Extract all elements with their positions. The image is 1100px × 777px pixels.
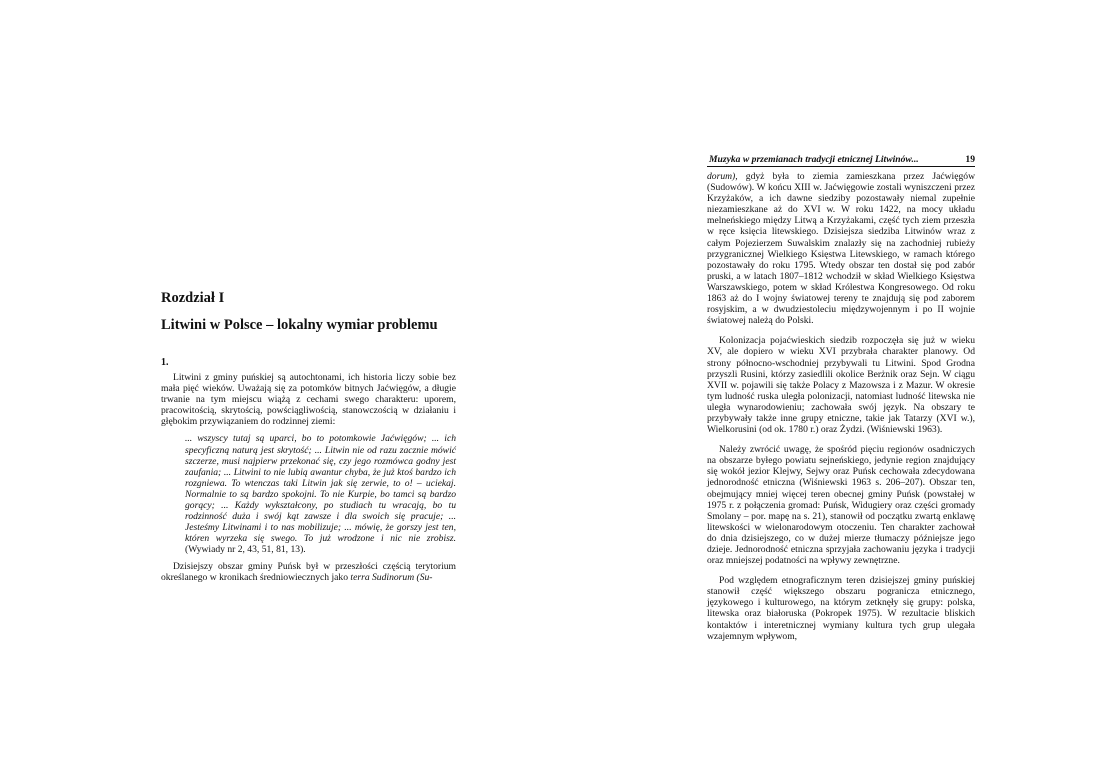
left-text-column <box>161 290 456 583</box>
paragraph: Należy zwrócić uwagę, że spośród pięciu regionów osadniczych na obszarze byłego powiatu sejneńskiego, jedynie region znajdujący się wokół jezior Klejwy, Sejwy oraz Puńsk cechowała zdecydowana jednorodność etniczna (Wiśniewski 1963 s. 206–207). Obszar ten, obejmujący mniej więcej teren obecnej gminy Puńsk (powstałej w 1975 r. z połączenia gromad: Puńsk, Widugiery oraz części gromady Smolany – por. mapę na s. 21), stanowił od początku zwartą enklawę litewskości w wielonarodowym otoczeniu. Ten charakter zachował do dnia dzisiejszego, co w dużej mierze tłumaczy późniejsze jego dzieje. Jednorodność etniczna sprzyjała zachowaniu języka i tradycji oraz mniejszej podatności na wpływy zewnętrzne. <box>707 444 975 567</box>
quote-body: ... wszyscy tutaj są uparci, bo to potomkowie Jaćwięgów; ... ich specyficzną naturą jest skrytość; ... Litwin nie od razu zacznie mówić szczerze, musi najpierw przekonać się, czy jego rozmówca godny jest zaufania; ... Litwini to nie lubią awantur chyba, że już ktoś bardzo ich rozgniewa. To wtenczas taki Litwin jak się zerwie, to o! – uciekaj. Normalnie to są bardzo spokojni. To nie Kurpie, bo tamci są bardzo gorący; ... Każdy wykształcony, po studiach tu wracają, bo tu rodzinność duża i swój kąt zawsze i dla swoich się pracuje; ... Jesteśmy Litwinami i to nas mobilizuje; ... mówię, że gorszy jest ten, któren wyrzeka się swego. To już wrodzone i nic nie zrobisz. <box>185 433 456 545</box>
running-header <box>707 154 975 167</box>
block-quote <box>185 433 456 555</box>
latin-term: terra Sudinorum (Su- <box>350 571 433 583</box>
section-number: 1. <box>161 357 169 368</box>
paragraph <box>161 561 456 583</box>
chapter-label: Rozdział I <box>161 290 225 306</box>
chapter-title: Litwini w Polsce – lokalny wymiar problemu <box>161 317 438 333</box>
page-number: 19 <box>965 154 975 165</box>
paragraph-text: Dzisiejszy obszar gminy Puńsk był w przeszłości częścią terytorium określanego w kronikach średniowiecznych jako <box>161 560 456 583</box>
paragraph: Kolonizacja pojaćwieskich siedzib rozpoczęła się już w wieku XV, ale dopiero w wieku XVI przybrała charakter planowy. Od strony północno-wschodniej przybywali tu Litwini. Spod Grodna przyszli Rusini, którzy zasiedlili okolice Berżnik oraz Sejn. W ciągu XVII w. pojawili się także Polacy z Mazowsza i z Mazur. W okresie tym ludność ruska uległa polonizacji, natomiast ludność litewska nie uległa wynarodowieniu; zachowała swój język. Na obszary te przybywały także inne grupy etniczne, takie jak Tatarzy (XVI w.), Wielkorusini (od ok. 1780 r.) oraz Żydzi. (Wiśniewski 1963). <box>707 335 975 436</box>
quote-reference: (Wywiady nr 2, 43, 51, 81, 13). <box>185 544 306 556</box>
running-title: Muzyka w przemianach tradycji etnicznej Litwinów... <box>709 154 919 165</box>
paragraph: Pod względem etnograficznym teren dzisiejszej gminy puńskiej stanowił część większego obszaru pogranicza etnicznego, językowego i kulturowego, na którym zetknęły się grupy: polska, litewska oraz białoruska (Pokropek 1975). W rezultacie bliskich kontaktów i interetnicznej wymiany kultura tych grup ulegała wzajemnym wpływom, <box>707 575 975 642</box>
right-text-column <box>707 171 975 642</box>
quote-text <box>185 433 456 555</box>
paragraph: Litwini z gminy puńskiej są autochtonami, ich historia liczy sobie bez mała pięć wieków. Uważają się za potomków bitnych Jaćwięgów, a długie trwanie na tym miejscu wiążą z cechami swego charakteru: uporem, pracowitością, skrytością, powściągliwością, stanowczością w działaniu i głębokim przywiązaniem do rodzinnej ziemi: <box>161 372 456 428</box>
paragraph-text: gdyż była to ziemia zamieszkana przez Jaćwięgów (Sudowów). W końcu XIII w. Jaćwięgowie zostali wyniszczeni przez Krzyżaków, a ich dawne siedziby pozostawały niemal zupełnie niezamieszkane aż do XVI w. W roku 1422, na mocy układu melneńskiego między Litwą a Krzyżakami, część tych ziem przeszła w ręce księcia litewskiego. Dzisiejsza siedziba Litwinów wraz z całym Pojezierzem Suwalskim znalazły się na zachodniej rubieży przygranicznej Wielkiego Księstwa Litewskiego, w ramach którego pozostawały do roku 1795. Wtedy obszar ten dostał się pod zabór pruski, a w latach 1807–1812 wchodził w skład Wielkiego Księstwa Warszawskiego, potem w skład Królestwa Kongresowego. Od roku 1863 aż do I wojny światowej tereny te znajdują się pod zaborem rosyjskim, a w dwudziestoleciu międzywojennym i po II wojnie światowej należą do Polski. <box>707 171 975 327</box>
paragraph <box>707 171 975 326</box>
latin-term: dorum), <box>707 171 738 182</box>
